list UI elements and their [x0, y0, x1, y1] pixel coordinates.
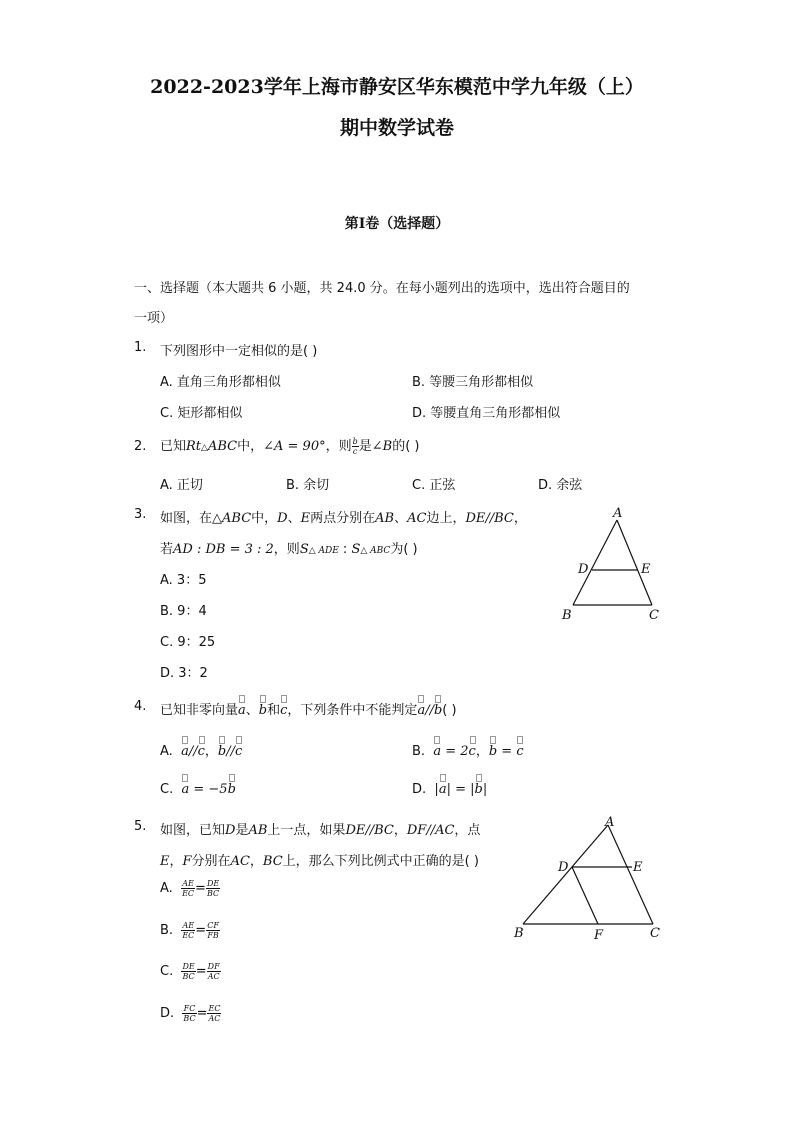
question-1-option-d: D. 等腰直角三角形都相似 — [412, 406, 561, 421]
question-2-option-a: A. 正切 — [160, 478, 203, 493]
question-4-option-a: A. a//c，b//c — [160, 744, 243, 759]
question-4-option-b: B. a = 2c，b = c — [412, 744, 524, 759]
question-3-text-line2: 若AD : DB = 3 : 2，则S△ ADE : S△ ABC为( ) — [160, 542, 418, 557]
question-3-text-line1: 如图，在△ABC中，D、E两点分别在AB、AC边上，DE//BC， — [160, 511, 527, 526]
label-f: F — [594, 928, 604, 943]
question-2-option-d: D. 余弦 — [538, 478, 583, 493]
question-4-option-c: C. a = −5b — [160, 782, 236, 797]
question-1-number: 1. — [134, 340, 147, 355]
volume-heading: 第I卷（选择题） — [344, 216, 450, 232]
label-c: C — [649, 608, 659, 623]
label-a: A — [605, 815, 615, 830]
label-b: B — [562, 608, 572, 623]
label-b: B — [514, 926, 524, 941]
question-3-number: 3. — [134, 507, 147, 522]
segment-df — [572, 867, 598, 924]
question-2-option-b: B. 余切 — [286, 478, 330, 493]
section-instructions-line2: 一项） — [134, 311, 174, 326]
question-3-option-c: C. 9：25 — [160, 635, 216, 650]
label-c: C — [650, 926, 660, 941]
question-4-text: 已知非零向量a、b和c，下列条件中不能判定a//b( ) — [160, 703, 457, 718]
side-ac — [608, 825, 653, 924]
exam-title-line2: 期中数学试卷 — [339, 117, 454, 139]
question-2-option-c: C. 正弦 — [412, 478, 456, 493]
question-1-option-c: C. 矩形都相似 — [160, 406, 243, 421]
question-5-number: 5. — [134, 819, 147, 834]
label-e: E — [641, 562, 651, 577]
question-1-option-b: B. 等腰三角形都相似 — [412, 375, 534, 390]
question-5-option-d: D. $\frac{FC}{BC}$ = $\frac{EC}{AC}$ — [160, 1004, 221, 1023]
label-a: A — [613, 506, 623, 521]
question-4-number: 4. — [134, 699, 147, 714]
exam-title-line1: 2022-2023学年上海市静安区华东模范中学九年级（上） — [150, 76, 644, 98]
question-5-option-b: B. $\frac{AE}{EC}$ = $\frac{CF}{FB}$ — [160, 921, 219, 940]
question-5-triangle-figure — [505, 813, 675, 945]
section-instructions-line1: 一、选择题（本大题共 6 小题，共 24.0 分。在每小题列出的选项中，选出符合题目的 — [134, 281, 630, 296]
label-e: E — [633, 860, 643, 875]
label-d: D — [558, 860, 569, 875]
question-3-option-b: B. 9：4 — [160, 604, 207, 619]
question-5-option-a: A. $\frac{AE}{EC}$ = $\frac{DE}{BC}$ — [160, 879, 220, 898]
question-5-option-c: C. $\frac{DE}{BC}$ = $\frac{DF}{AC}$ — [160, 962, 220, 981]
question-3-option-a: A. 3：5 — [160, 573, 207, 588]
question-3-triangle-figure — [555, 503, 670, 628]
question-4-option-d: D. |a| = |b| — [412, 782, 488, 797]
question-3-option-d: D. 3：2 — [160, 666, 208, 681]
label-d: D — [578, 562, 589, 577]
question-5-text-line1: 如图，已知D是AB上一点，如果DE//BC，DF//AC，点 — [160, 823, 481, 838]
question-2-text: 已知Rt△ABC中，∠A = 90°，则 $\frac{b}{c}$ 是∠B的( ) — [160, 437, 420, 456]
question-5-text-line2: E，F分别在AC，BC上，那么下列比例式中正确的是( ) — [160, 854, 479, 869]
question-1-option-a: A. 直角三角形都相似 — [160, 375, 281, 390]
question-1-text: 下列图形中一定相似的是( ) — [160, 344, 318, 359]
question-2-number: 2. — [134, 439, 147, 454]
